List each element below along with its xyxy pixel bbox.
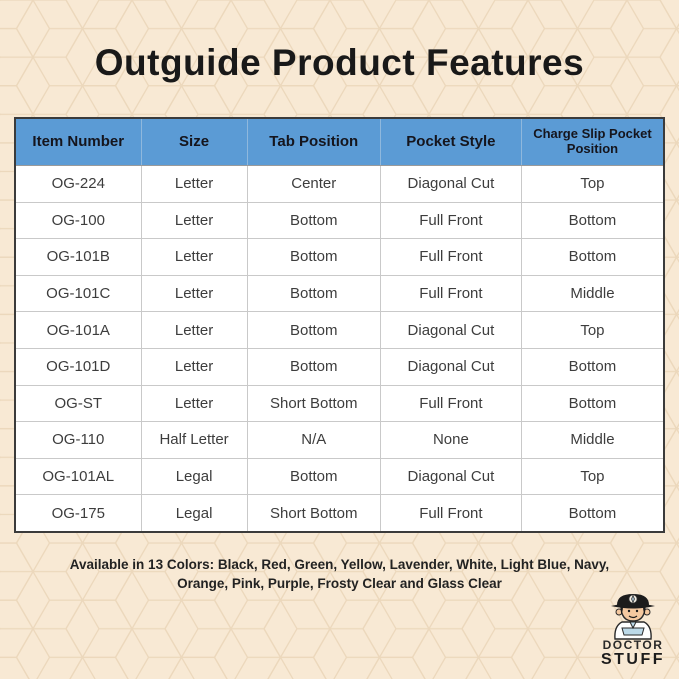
table-row bbox=[16, 422, 663, 459]
table-cell: Bottom bbox=[248, 349, 381, 385]
table-cell: Legal bbox=[142, 495, 248, 531]
table-cell: OG-ST bbox=[16, 386, 142, 422]
table-cell: Full Front bbox=[381, 203, 522, 239]
table-cell: Letter bbox=[142, 349, 248, 385]
table-cell: Diagonal Cut bbox=[381, 349, 522, 385]
table-cell: Bottom bbox=[248, 312, 381, 348]
table-row bbox=[16, 349, 663, 386]
table-cell: OG-101AL bbox=[16, 459, 142, 495]
table-cell: Diagonal Cut bbox=[381, 459, 522, 495]
table-row bbox=[16, 276, 663, 313]
table-cell: Full Front bbox=[381, 239, 522, 275]
table-cell: OG-175 bbox=[16, 495, 142, 531]
colors-footnote-line2: Orange, Pink, Purple, Frosty Clear and Glass Clear bbox=[177, 575, 502, 591]
table-cell: Diagonal Cut bbox=[381, 166, 522, 202]
table-cell: Full Front bbox=[381, 386, 522, 422]
logo-text-stuff: STUFF bbox=[600, 651, 666, 668]
table-cell: Bottom bbox=[568, 394, 617, 412]
table-row bbox=[16, 495, 663, 531]
column-header: Item Number bbox=[16, 119, 142, 165]
doctor-mascot-icon bbox=[602, 590, 664, 640]
column-header: Charge Slip Pocket Position bbox=[533, 126, 652, 156]
column-header: Pocket Style bbox=[381, 119, 522, 165]
table-cell: Half Letter bbox=[142, 422, 248, 458]
table-cell: Letter bbox=[142, 166, 248, 202]
table-cell: Bottom bbox=[568, 358, 617, 376]
table-cell: Legal bbox=[142, 459, 248, 495]
table-cell: Bottom bbox=[248, 459, 381, 495]
page-title: Outguide Product Features bbox=[94, 42, 585, 83]
table-cell: OG-101C bbox=[16, 276, 142, 312]
brand-logo bbox=[592, 590, 674, 669]
table-cell: OG-101D bbox=[16, 349, 142, 385]
table-cell: Bottom bbox=[248, 239, 381, 275]
table-cell: Bottom bbox=[568, 504, 617, 522]
column-header: Size bbox=[142, 119, 248, 165]
table-cell: OG-224 bbox=[16, 166, 142, 202]
table-cell: Diagonal Cut bbox=[381, 312, 522, 348]
table-cell: Top bbox=[580, 175, 605, 193]
product-features-table bbox=[14, 117, 665, 533]
table-row bbox=[16, 203, 663, 240]
colors-footnote-line1: Available in 13 Colors: Black, Red, Green, Yellow, Lavender, White, Light Blue, Navy, bbox=[69, 557, 610, 572]
table-cell: OG-101B bbox=[16, 239, 142, 275]
table-cell: Top bbox=[580, 321, 605, 339]
table-cell: Short Bottom bbox=[248, 386, 381, 422]
table-cell: Top bbox=[580, 468, 605, 486]
table-cell: Letter bbox=[142, 276, 248, 312]
table-cell: Center bbox=[248, 166, 381, 202]
table-header-row bbox=[16, 119, 663, 166]
table-cell: Bottom bbox=[248, 203, 381, 239]
table-cell: Letter bbox=[142, 312, 248, 348]
table-cell: Short Bottom bbox=[248, 495, 381, 531]
table-cell: OG-110 bbox=[16, 422, 142, 458]
table-cell: N/A bbox=[248, 422, 381, 458]
table-cell: Bottom bbox=[568, 211, 617, 229]
table-cell: Middle bbox=[570, 285, 615, 303]
table-cell: Letter bbox=[142, 239, 248, 275]
table-row bbox=[16, 166, 663, 203]
table-body bbox=[16, 166, 663, 531]
table-cell: Bottom bbox=[248, 276, 381, 312]
colors-footnote bbox=[0, 556, 679, 594]
table-cell: OG-100 bbox=[16, 203, 142, 239]
table-row bbox=[16, 239, 663, 276]
table-row bbox=[16, 459, 663, 496]
table-cell: Full Front bbox=[381, 276, 522, 312]
table-cell: OG-101A bbox=[16, 312, 142, 348]
table-cell: Middle bbox=[570, 431, 615, 449]
column-header: Tab Position bbox=[248, 119, 381, 165]
table-cell: Letter bbox=[142, 386, 248, 422]
table-cell: Bottom bbox=[568, 248, 617, 266]
logo-text-doctor: DOCTOR bbox=[602, 638, 664, 652]
table-cell: Letter bbox=[142, 203, 248, 239]
table-row bbox=[16, 312, 663, 349]
table-cell: Full Front bbox=[381, 495, 522, 531]
table-cell: None bbox=[381, 422, 522, 458]
table-row bbox=[16, 386, 663, 423]
